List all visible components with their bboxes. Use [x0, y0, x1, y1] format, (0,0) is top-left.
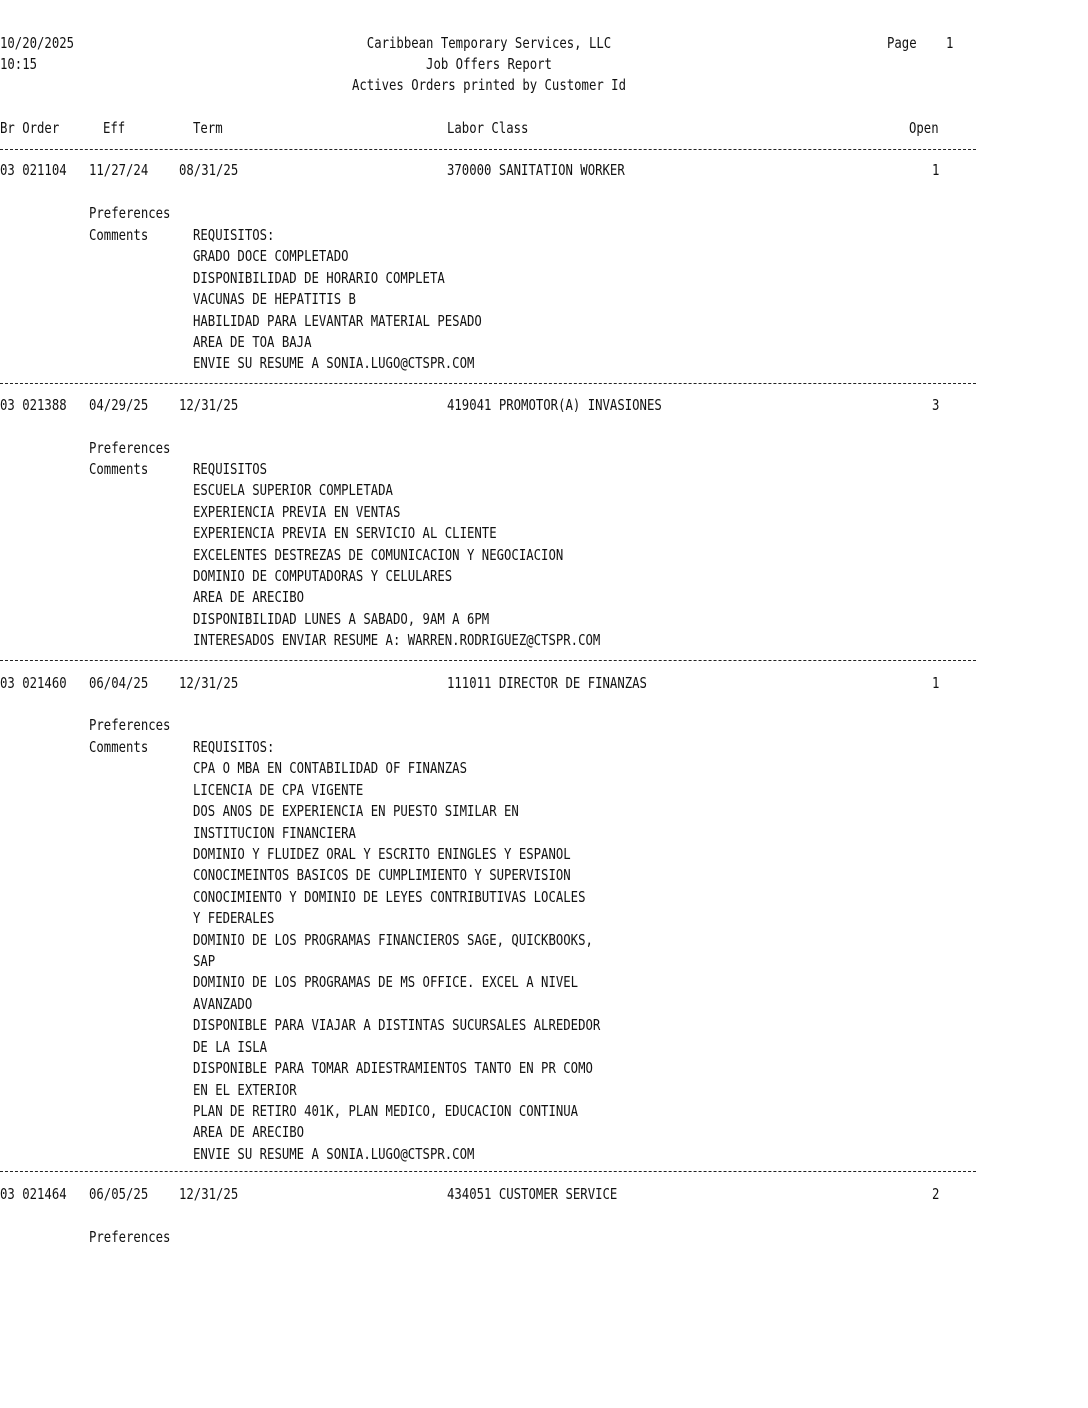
comment-line: INSTITUCION FINANCIERA	[193, 823, 356, 842]
comment-line: CPA O MBA EN CONTABILIDAD OF FINANZAS	[193, 759, 467, 778]
report-date: 10/20/2025	[0, 34, 75, 52]
comment-line: DISPONIBLE PARA VIAJAR A DISTINTAS SUCURSALES ALREDEDOR	[193, 1016, 601, 1035]
column-header-open: Open	[909, 119, 939, 137]
comment-line: DOS ANOS DE EXPERIENCIA EN PUESTO SIMILAR EN	[193, 802, 519, 821]
order-term-date: 08/31/25	[179, 161, 239, 179]
order-eff-date: 06/05/25	[89, 1185, 149, 1203]
column-header-labor-class: Labor Class	[447, 119, 529, 137]
order-term-date: 12/31/25	[179, 1185, 239, 1203]
divider-line	[0, 1171, 976, 1172]
comment-line: DISPONIBILIDAD DE HORARIO COMPLETA	[193, 268, 445, 287]
comment-line: SAP	[193, 952, 216, 971]
order-labor-class: 370000 SANITATION WORKER	[447, 161, 625, 179]
order-open-count: 2	[932, 1185, 940, 1203]
comment-line: VACUNAS DE HEPATITIS B	[193, 290, 356, 309]
column-header-term: Term	[193, 119, 223, 137]
comment-line: DOMINIO DE LOS PROGRAMAS DE MS OFFICE. EXCEL A NIVEL	[193, 973, 579, 992]
order-open-count: 3	[932, 396, 940, 414]
preferences-label: Preferences	[89, 1228, 171, 1246]
comments-label: Comments	[89, 738, 149, 756]
comment-line: AREA DE TOA BAJA	[193, 333, 312, 352]
comment-line: EXCELENTES DESTREZAS DE COMUNICACION Y NEGOCIACION	[193, 545, 564, 564]
report-heading	[250, 33, 728, 96]
report-time: 10:15	[0, 55, 38, 73]
comment-line: EN EL EXTERIOR	[193, 1080, 297, 1099]
comment-line: CONOCIMIENTO Y DOMINIO DE LEYES CONTRIBUTIVAS LOCALES	[193, 887, 586, 906]
divider-line	[0, 660, 976, 661]
comment-line: Y FEDERALES	[193, 909, 275, 928]
comment-line: EXPERIENCIA PREVIA EN SERVICIO AL CLIENTE	[193, 524, 497, 543]
comment-line: HABILIDAD PARA LEVANTAR MATERIAL PESADO	[193, 311, 482, 330]
preferences-label: Preferences	[89, 439, 171, 457]
order-labor-class: 111011 DIRECTOR DE FINANZAS	[447, 674, 647, 692]
comment-line: DOMINIO DE LOS PROGRAMAS FINANCIEROS SAGE, QUICKBOOKS,	[193, 930, 593, 949]
order-term-date: 12/31/25	[179, 674, 239, 692]
divider-line	[0, 149, 976, 150]
report-title: Job Offers Report	[426, 55, 552, 73]
order-br-order: 03 021104	[0, 161, 67, 179]
order-comments	[193, 737, 690, 1165]
comment-line: REQUISITOS:	[193, 738, 275, 756]
comments-label: Comments	[89, 460, 149, 478]
order-eff-date: 04/29/25	[89, 396, 149, 414]
comment-line: DISPONIBILIDAD LUNES A SABADO, 9AM A 6PM	[193, 609, 490, 628]
order-open-count: 1	[932, 674, 940, 692]
comment-line: DISPONIBLE PARA TOMAR ADIESTRAMIENTOS TANTO EN PR COMO	[193, 1059, 593, 1078]
comment-line: INTERESADOS ENVIAR RESUME A: WARREN.RODRIGUEZ@CTSPR.COM	[193, 631, 601, 650]
comment-line: LICENCIA DE CPA VIGENTE	[193, 780, 364, 799]
comment-line: REQUISITOS:	[193, 226, 275, 244]
comment-line: ESCUELA SUPERIOR COMPLETADA	[193, 481, 393, 500]
comment-line: DOMINIO DE COMPUTADORAS Y CELULARES	[193, 567, 453, 586]
order-eff-date: 11/27/24	[89, 161, 149, 179]
column-header-br-order: Br Order	[0, 119, 60, 137]
comment-line: REQUISITOS	[193, 460, 268, 478]
comment-line: GRADO DOCE COMPLETADO	[193, 247, 349, 266]
order-br-order: 03 021460	[0, 674, 67, 692]
order-br-order: 03 021388	[0, 396, 67, 414]
preferences-label: Preferences	[89, 204, 171, 222]
comment-line: AVANZADO	[193, 994, 253, 1013]
order-labor-class: 434051 CUSTOMER SERVICE	[447, 1185, 618, 1203]
comment-line: EXPERIENCIA PREVIA EN VENTAS	[193, 502, 401, 521]
comment-line: AREA DE ARECIBO	[193, 1123, 305, 1142]
comment-line: CONOCIMEINTOS BASICOS DE CUMPLIMIENTO Y SUPERVISION	[193, 866, 571, 885]
company-name: Caribbean Temporary Services, LLC	[366, 34, 612, 52]
divider-line	[0, 383, 976, 384]
comment-line: ENVIE SU RESUME A SONIA.LUGO@CTSPR.COM	[193, 1144, 475, 1163]
order-comments	[193, 459, 690, 652]
comment-line: ENVIE SU RESUME A SONIA.LUGO@CTSPR.COM	[193, 354, 475, 373]
page-number: 1	[946, 34, 954, 52]
order-open-count: 1	[932, 161, 940, 179]
report-subtitle: Actives Orders printed by Customer Id	[351, 76, 626, 94]
comment-line: DOMINIO Y FLUIDEZ ORAL Y ESCRITO ENINGLES Y ESPANOL	[193, 845, 571, 864]
order-term-date: 12/31/25	[179, 396, 239, 414]
order-br-order: 03 021464	[0, 1185, 67, 1203]
order-comments	[193, 225, 545, 375]
page-label: Page	[887, 34, 917, 52]
column-header-eff: Eff	[103, 119, 126, 137]
comment-line: DE LA ISLA	[193, 1037, 268, 1056]
preferences-label: Preferences	[89, 716, 171, 734]
comments-label: Comments	[89, 226, 149, 244]
order-eff-date: 06/04/25	[89, 674, 149, 692]
comment-line: PLAN DE RETIRO 401K, PLAN MEDICO, EDUCACION CONTINUA	[193, 1101, 579, 1120]
order-labor-class: 419041 PROMOTOR(A) INVASIONES	[447, 396, 662, 414]
comment-line: AREA DE ARECIBO	[193, 588, 305, 607]
